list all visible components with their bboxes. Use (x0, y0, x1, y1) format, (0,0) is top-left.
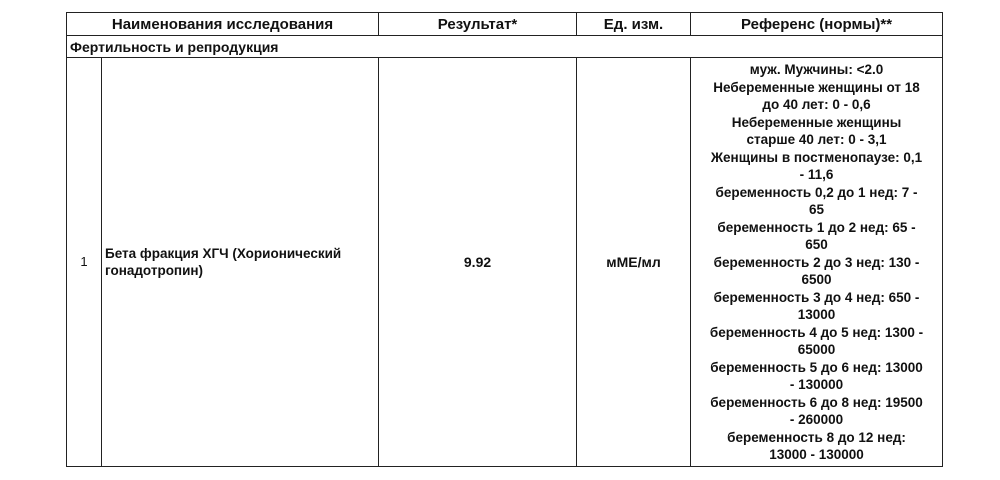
header-row (67, 13, 943, 36)
reference-line: 13000 - 130000 (769, 447, 864, 462)
reference-line: старше 40 лет: 0 - 3,1 (746, 132, 887, 147)
header-unit: Ед. изм. (577, 13, 691, 36)
header-name: Наименования исследования (67, 13, 379, 36)
row-number: 1 (67, 58, 102, 467)
header-result: Результат* (379, 13, 577, 36)
reference-line: Небеременные женщины от 18 (713, 79, 920, 95)
reference-line: беременность 3 до 4 нед: 650 - (713, 289, 920, 305)
reference-line: 65 (809, 202, 825, 217)
reference-line: - 260000 (789, 412, 844, 427)
reference-line: беременность 4 до 5 нед: 1300 - (709, 324, 924, 340)
results-table (66, 12, 943, 467)
header-reference: Референс (нормы)** (691, 13, 943, 36)
reference-line: муж. Мужчины: <2.0 (749, 62, 884, 77)
reference-line: беременность 1 до 2 нед: 65 - (717, 219, 916, 235)
test-unit: мМЕ/мл (577, 58, 691, 467)
section-title: Фертильность и репродукция (67, 36, 943, 58)
reference-line: 6500 (801, 272, 832, 287)
reference-line: 13000 (797, 307, 836, 322)
reference-line: Женщины в постменопаузе: 0,1 (710, 149, 923, 165)
test-name: Бета фракция ХГЧ (Хорионический гонадотропин) (102, 58, 379, 467)
reference-line: Небеременные женщины (731, 114, 902, 130)
reference-line: до 40 лет: 0 - 0,6 (762, 97, 871, 112)
section-row (67, 36, 943, 58)
reference-line: 65000 (797, 342, 836, 357)
reference-line: 650 (805, 237, 828, 252)
reference-range (691, 58, 943, 467)
reference-line: беременность 6 до 8 нед: 19500 (710, 394, 923, 410)
reference-line: беременность 0,2 до 1 нед: 7 - (715, 184, 918, 200)
reference-line: - 11,6 (799, 167, 834, 182)
reference-line: беременность 5 до 6 нед: 13000 (710, 359, 923, 375)
reference-line: беременность 2 до 3 нед: 130 - (713, 254, 920, 270)
test-result: 9.92 (379, 58, 577, 467)
reference-line: - 130000 (789, 377, 844, 392)
reference-line: беременность 8 до 12 нед: (727, 429, 906, 445)
table-row (67, 58, 943, 467)
